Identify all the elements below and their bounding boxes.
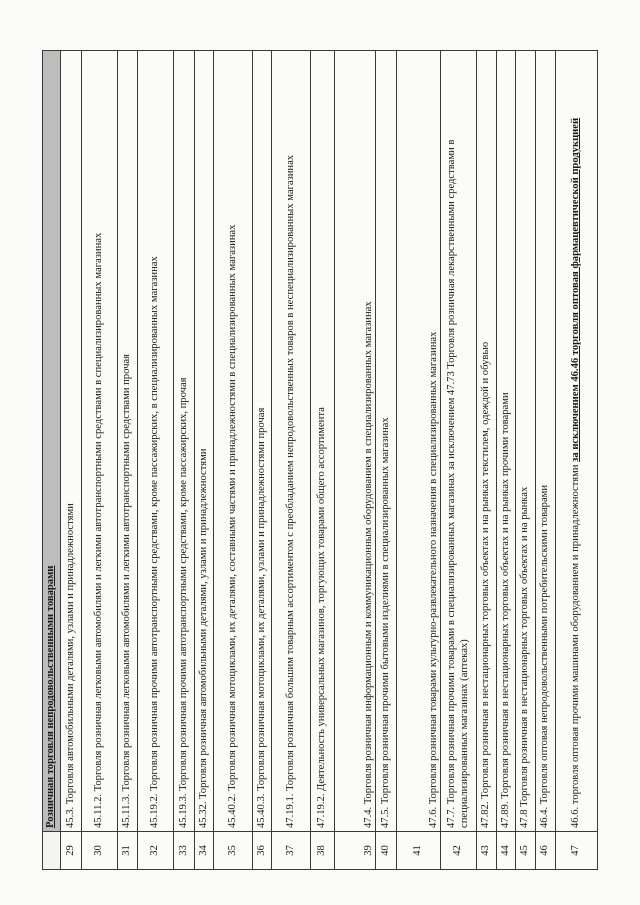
table-row <box>440 51 476 870</box>
row-text: 47.5. Торговля розничная прочими бытовыми изделиями в специализированных магазинах <box>376 51 397 832</box>
table-row <box>556 51 598 870</box>
table-row <box>173 51 194 870</box>
row-text: 47.19.2. Деятельность универсальных магазинов, торгующих товарами общего ассортимента <box>311 51 334 832</box>
row-number: 35 <box>214 832 253 870</box>
row-text: 45.19.3. Торговля розничная прочими автотранспортными средствами, кроме пассажирских, прочая <box>173 51 194 832</box>
table-row <box>496 51 515 870</box>
row-text: 47.7. Торговля розничная прочими товарами в специализированных магазинах за исключением 47.73 Торговля розничная лекарственными средствами в специализированных магазинах (аптеках) <box>440 51 476 832</box>
section-header-title: Розничная торговля непродовольственными товарами <box>43 51 61 832</box>
row-number: 31 <box>118 832 137 870</box>
row-text: 47.6. Торговля розничная товарами культурно-развлекательного назначения в специализированных магазинах <box>396 51 440 832</box>
table-row <box>81 51 117 870</box>
row-number: 33 <box>173 832 194 870</box>
row-text: 45.11.3. Торговля розничная легковыми автомобилями и легкими автотранспортными средствами прочая <box>118 51 137 832</box>
row-number: 43 <box>477 832 496 870</box>
table-row <box>535 51 556 870</box>
row-number: 40 <box>376 832 397 870</box>
row-text: 45.11.2. Торговля розничная легковыми автомобилями и легкими автотранспортными средствами в специализированных магазинах <box>81 51 117 832</box>
row-text: 47.82. Торговля розничная в нестационарных торговых объектах и на рынках текстилем, одеждой и обувью <box>477 51 496 832</box>
row-text <box>556 51 598 832</box>
row-number: 34 <box>194 832 213 870</box>
table-row <box>311 51 334 870</box>
table-row <box>137 51 173 870</box>
row-text: 45.3. Торговля автомобильными деталями, узлами и принадлежностями <box>61 51 82 832</box>
row-text: 45.40.2. Торговля розничная мотоциклами, их деталями, составными частями и принадлежностями в специализированных магазинах <box>214 51 253 832</box>
row-number: 29 <box>61 832 82 870</box>
header-number-cell <box>43 832 61 870</box>
table-row <box>252 51 271 870</box>
row-number: 41 <box>396 832 440 870</box>
section-header-row <box>43 51 61 870</box>
row-number: 32 <box>137 832 173 870</box>
table-row <box>516 51 535 870</box>
row-number: 36 <box>252 832 271 870</box>
row-number: 42 <box>440 832 476 870</box>
row-number: 38 <box>311 832 334 870</box>
row-text-bold-exception: за исключением 46.46 торговля оптовая фармацевтической продукцией <box>570 117 582 462</box>
table-row <box>61 51 82 870</box>
table-row <box>272 51 311 870</box>
table-row <box>376 51 397 870</box>
table-row <box>214 51 253 870</box>
row-text: 47.8 Торговля розничная в нестационарных торговых объектах и на рынках <box>516 51 535 832</box>
table-row <box>334 51 375 870</box>
row-text: 47.4. Торговля розничная информационным и коммуникационным оборудованием в специализированных магазинах <box>334 51 375 832</box>
row-number: 39 <box>334 832 375 870</box>
row-number: 30 <box>81 832 117 870</box>
okved-activity-table <box>42 50 598 870</box>
table-row <box>194 51 213 870</box>
row-text: 45.40.3. Торговля розничная мотоциклами, их деталями, узлами и принадлежностями прочая <box>252 51 271 832</box>
row-text: 47.89. Торговля розничная в нестационарных торговых объектах и на рынках прочими товарами <box>496 51 515 832</box>
row-text: 47.19.1. Торговля розничная большим товарным ассортиментом с преобладанием непродовольственных товаров в неспециализированных магазинах <box>272 51 311 832</box>
table-row <box>118 51 137 870</box>
row-number: 47 <box>556 832 598 870</box>
row-number: 45 <box>516 832 535 870</box>
table-row <box>477 51 496 870</box>
row-text: 46.4. Торговля оптовая непродовольственными потребительскими товарами <box>535 51 556 832</box>
row-number: 37 <box>272 832 311 870</box>
row-text: 45.32. Торговля розничная автомобильными деталями, узлами и принадлежностями <box>194 51 213 832</box>
row-text: 45.19.2. Торговля розничная прочими автотранспортными средствами, кроме пассажирских, в специализированных магазинах <box>137 51 173 832</box>
row-number: 44 <box>496 832 515 870</box>
row-number: 46 <box>535 832 556 870</box>
row-text-plain: 46.6. торговля оптовая прочими машинами оборудованием и принадлежностями <box>570 461 582 828</box>
rotated-table-wrapper <box>42 50 598 870</box>
table-row <box>396 51 440 870</box>
